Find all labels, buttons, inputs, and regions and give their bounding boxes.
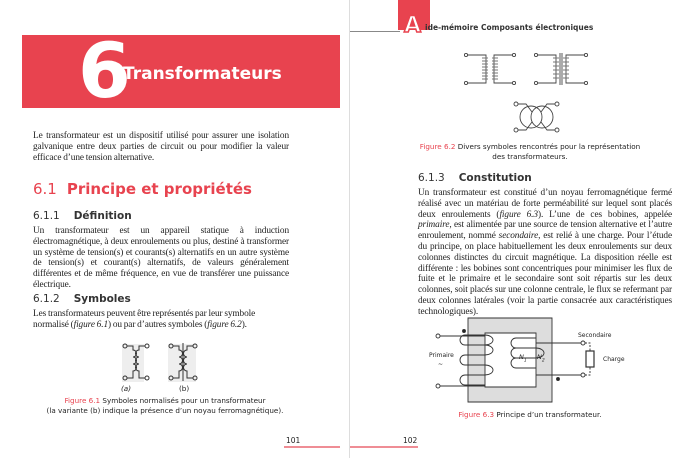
subsection-heading-definition — [33, 210, 132, 223]
subsection-title: Constitution — [458, 172, 532, 184]
subsection-number: 6.1.1 — [33, 210, 60, 222]
header-logo-letter: A — [404, 13, 422, 38]
definition-paragraph: Un transformateur est un appareil statique à induction électromagnétique, à deux enroulements ou plus, destiné à transformer un système de tension(s) et courants(s) alternatifs en un autre système de tension(s) et courant(s) alternatifs, de valeurs généralement différentes et de même fréquence, en vue de transférer une puissance électrique. — [33, 226, 289, 290]
right-page — [350, 0, 700, 458]
header-rule — [350, 31, 400, 32]
figure-6-3-caption: Figure 6.3 Principe d’un transformateur. — [458, 410, 602, 419]
figure-ref: figure 6.1 — [73, 319, 109, 330]
subsection-number: 6.1.3 — [418, 172, 445, 184]
page-number-rule — [350, 446, 418, 448]
n1-label: $N_1$ — [519, 353, 527, 364]
subsection-number: 6.1.2 — [33, 293, 60, 305]
figure-label-b: (b) — [179, 384, 190, 393]
subsection-title: Définition — [73, 210, 132, 222]
figure-label-a: (a) — [121, 384, 132, 393]
figure-6-2-transformer-symbols — [460, 48, 600, 136]
section-number: 6.1 — [33, 180, 57, 198]
figure-6-1-transformer-symbols — [105, 340, 225, 384]
chapter-number: 6 — [78, 26, 131, 115]
figure-6-3-transformer-principle — [420, 316, 600, 408]
subsection-heading-constitution — [418, 172, 532, 185]
page-number: 102 — [403, 436, 418, 445]
n2-label: $N_2$ — [537, 353, 545, 364]
figure-6-1-caption: Figure 6.1 Symboles normalisés pour un transformateur (la variante (b) indique la présence d’un noyau ferromagnétique). — [46, 396, 284, 415]
section-title: Principe et propriétés — [66, 180, 252, 198]
page-number: 101 — [286, 436, 301, 445]
charge-label: Charge — [603, 356, 625, 363]
secondaire-label: Secondaire — [578, 332, 612, 339]
ac-source-symbol: ~ — [438, 361, 444, 368]
subsection-heading-symboles — [33, 293, 131, 306]
intro-paragraph: Le transformateur est un dispositif utilisé pour assurer une isolation galvanique entre deux parties de circuit ou pour modifier la valeur efficace d’une tension alternative. — [33, 131, 289, 163]
chapter-banner — [22, 26, 340, 115]
primaire-label: Primaire — [429, 352, 454, 359]
subsection-title: Symboles — [73, 293, 131, 305]
section-heading — [33, 180, 252, 198]
running-header: ide-mémoire Composants électroniques — [425, 23, 594, 32]
chapter-title: Transformateurs — [123, 64, 282, 84]
figure-ref: figure 6.2 — [207, 319, 242, 330]
figure-6-2-caption: Figure 6.2 Divers symboles rencontrés pour la représentation des transformateurs. — [419, 142, 641, 161]
page-number-rule — [284, 446, 340, 448]
constitution-paragraph: Un transformateur est constitué d’un noyau ferromagnétique fermé réalisé avec un matériau de forte perméabilité sur lequel sont placés deux enroulements (figure 6.3). L’une de ces bobines, appelée primaire, est alimentée par une source de tension alternative et l’autre enroulement, nommé secondaire, est relié à une charge. Pour l’étude du principe, on place habituellement les deux enroulements sur deux colonnes distinctes du circuit magnétique. La disposition réelle est différente : les bobines sont concentriques pour minimiser les flux de fuite et le primaire et le secondaire sont soit répartis sur les deux colonnes, soit placés sur une colonne centrale, le flux se refermant par deux colonnes latérales (voir la partie consacrée aux caractéristiques technologiques). — [418, 188, 672, 317]
symboles-paragraph: Les transformateurs peuvent être représentés par leur symbole normalisé (figure 6.1) ou par d’autres symboles (figure 6.2). — [33, 309, 256, 330]
